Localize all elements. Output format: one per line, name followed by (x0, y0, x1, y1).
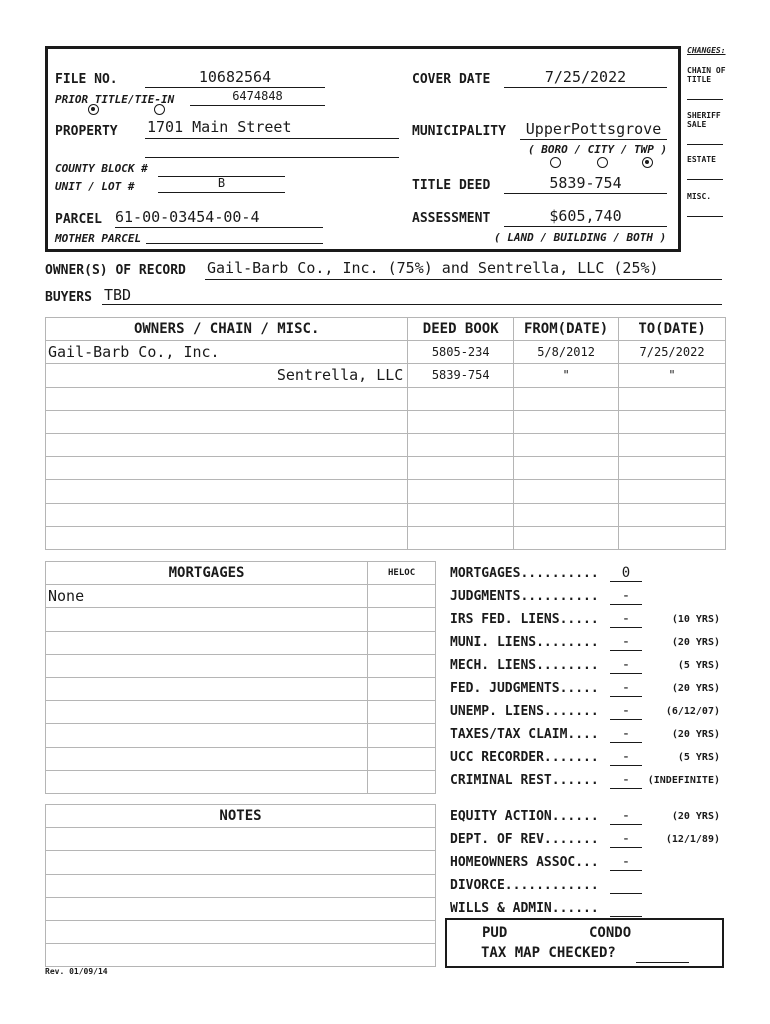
buyers-label: BUYERS (45, 290, 92, 305)
municipality-label: MUNICIPALITY (412, 124, 506, 139)
prior-title-radio[interactable] (88, 104, 99, 115)
search-period: (10 YRS) (671, 614, 720, 625)
search-label: CRIMINAL REST...... (450, 773, 599, 788)
search-value-field[interactable] (610, 877, 642, 894)
buyers-field[interactable] (102, 286, 722, 305)
table-row[interactable] (46, 677, 436, 700)
table-row[interactable] (46, 897, 436, 920)
table-row[interactable] (46, 457, 726, 480)
mortgages-header: MORTGAGES (46, 562, 368, 585)
changes-estate: ESTATE (687, 155, 716, 164)
search-label: HOMEOWNERS ASSOC... (450, 855, 599, 870)
parcel-label: PARCEL (55, 212, 102, 227)
search-value-field[interactable]: - (610, 588, 642, 605)
table-row[interactable] (46, 526, 726, 549)
search-label: WILLS & ADMIN...... (450, 901, 599, 916)
chain-owner-cell[interactable]: Sentrella, LLC (46, 364, 408, 387)
search-label: FED. JUDGMENTS..... (450, 681, 599, 696)
table-row[interactable] (46, 828, 436, 851)
changes-misc-line[interactable] (687, 205, 723, 217)
mortgages-table (45, 561, 436, 794)
changes-sheriff-line[interactable] (687, 133, 723, 145)
condo-label[interactable]: CONDO (589, 925, 632, 941)
chain-of-title-table (45, 317, 726, 550)
table-row[interactable] (46, 851, 436, 874)
table-row[interactable] (46, 503, 726, 526)
file-no-value: 10682564 (198, 68, 272, 86)
tie-in-radio[interactable] (154, 104, 165, 115)
search-period: (20 YRS) (671, 729, 720, 740)
county-block-field[interactable] (158, 160, 285, 177)
search-period: (5 YRS) (677, 660, 720, 671)
search-value-field[interactable]: - (610, 611, 642, 628)
chain-from-cell[interactable]: 5/8/2012 (514, 341, 619, 364)
chain-header-to-date: TO(DATE) (619, 318, 726, 341)
cover-date-value: 7/25/2022 (544, 68, 627, 86)
municipality-field[interactable] (520, 120, 667, 140)
unit-lot-label: UNIT / LOT # (55, 180, 135, 193)
table-row (46, 341, 726, 364)
table-row[interactable] (46, 874, 436, 897)
table-row (46, 585, 436, 608)
search-label: MUNI. LIENS........ (450, 635, 599, 650)
table-row[interactable] (46, 480, 726, 503)
municipality-value: UpperPottsgrove (525, 120, 662, 138)
search-value-field[interactable]: - (610, 749, 642, 766)
search-label: IRS FED. LIENS..... (450, 612, 599, 627)
assessment-options: ( LAND / BUILDING / BOTH ) (494, 231, 667, 244)
mother-parcel-label: MOTHER PARCEL (55, 232, 142, 245)
heloc-cell[interactable] (368, 585, 436, 608)
search-label: DIVORCE............ (450, 878, 599, 893)
search-value-field[interactable]: - (610, 854, 642, 871)
property-line-2[interactable] (145, 140, 399, 158)
search-value-field[interactable]: - (610, 657, 642, 674)
chain-header-owners: OWNERS / CHAIN / MISC. (46, 318, 408, 341)
unit-lot-value: B (217, 176, 226, 190)
table-row[interactable] (46, 654, 436, 677)
revision-label: Rev. 01/09/14 (45, 967, 108, 976)
table-row[interactable] (46, 770, 436, 793)
table-row[interactable] (46, 747, 436, 770)
search-label: EQUITY ACTION...... (450, 809, 599, 824)
table-row[interactable] (46, 387, 726, 410)
table-row[interactable] (46, 631, 436, 654)
search-label: JUDGMENTS.......... (450, 589, 599, 604)
search-period: (20 YRS) (671, 811, 720, 822)
file-no-label: FILE NO. (55, 72, 118, 87)
twp-radio[interactable] (642, 157, 653, 168)
parcel-field[interactable] (115, 208, 323, 228)
mortgage-cell[interactable]: None (46, 585, 368, 608)
parcel-value: 61-00-03454-00-4 (115, 208, 260, 226)
prior-title-field[interactable] (190, 89, 325, 106)
search-label: MORTGAGES.......... (450, 566, 599, 581)
table-row (46, 364, 726, 387)
chain-deed-cell[interactable]: 5805-234 (408, 341, 514, 364)
prior-title-value: 6474848 (232, 89, 283, 103)
chain-to-cell[interactable]: 7/25/2022 (619, 341, 726, 364)
changes-sheriff-sale: SHERIFF SALE (687, 111, 721, 129)
search-period: (6/12/07) (665, 706, 720, 717)
changes-misc: MISC. (687, 192, 712, 201)
search-label: UCC RECORDER....... (450, 750, 599, 765)
search-label: UNEMP. LIENS....... (450, 704, 599, 719)
chain-deed-cell[interactable]: 5839-754 (408, 364, 514, 387)
search-value-field[interactable]: - (610, 772, 642, 789)
changes-estate-line[interactable] (687, 168, 723, 180)
owners-of-record-label: OWNER(S) OF RECORD (45, 263, 186, 278)
boro-radio[interactable] (550, 157, 561, 168)
notes-table (45, 804, 436, 967)
chain-owner-cell[interactable]: Gail-Barb Co., Inc. (46, 341, 408, 364)
title-deed-label: TITLE DEED (412, 178, 491, 193)
chain-header-from-date: FROM(DATE) (514, 318, 619, 341)
search-value-field[interactable]: - (610, 808, 642, 825)
notes-header: NOTES (46, 805, 436, 828)
chain-from-cell[interactable]: " (514, 364, 619, 387)
search-period: (12/1/89) (665, 834, 720, 845)
assessment-label: ASSESSMENT (412, 211, 491, 226)
search-period: (20 YRS) (671, 683, 720, 694)
table-row[interactable] (46, 608, 436, 631)
unit-lot-field[interactable] (158, 176, 285, 193)
search-value-field[interactable]: - (610, 680, 642, 697)
heloc-header: HELOC (368, 562, 436, 585)
owners-of-record-field[interactable] (205, 259, 722, 280)
mother-parcel-field[interactable] (146, 229, 323, 244)
table-row[interactable] (46, 944, 436, 967)
cover-date-label: COVER DATE (412, 72, 491, 87)
assessment-value: $605,740 (549, 207, 622, 225)
table-row[interactable] (46, 410, 726, 433)
search-label: DEPT. OF REV....... (450, 832, 599, 847)
table-row[interactable] (46, 433, 726, 456)
owners-of-record-value: Gail-Barb Co., Inc. (75%) and Sentrella, LLC (25%) (207, 259, 659, 277)
search-value-field[interactable]: 0 (610, 565, 642, 582)
search-value-field[interactable]: - (610, 634, 642, 651)
table-row[interactable] (46, 920, 436, 943)
assessment-field[interactable] (504, 207, 667, 227)
changes-title: CHANGES: (687, 46, 726, 55)
search-value-field[interactable]: - (610, 831, 642, 848)
search-label: TAXES/TAX CLAIM.... (450, 727, 599, 742)
search-period: (20 YRS) (671, 637, 720, 648)
changes-chain-line[interactable] (687, 88, 723, 100)
file-no-field[interactable] (145, 68, 325, 88)
changes-chain-of-title: CHAIN OF TITLE (687, 66, 726, 84)
table-row[interactable] (46, 724, 436, 747)
property-field[interactable] (145, 118, 399, 139)
prior-title-label: PRIOR TITLE/TIE-IN (55, 93, 175, 106)
cover-date-field[interactable] (504, 68, 667, 88)
property-label: PROPERTY (55, 124, 118, 139)
tax-map-label: TAX MAP CHECKED? (481, 945, 616, 961)
search-value-field[interactable] (610, 900, 642, 917)
search-period: (5 YRS) (677, 752, 720, 763)
search-value-field[interactable]: - (610, 726, 642, 743)
search-label: MECH. LIENS........ (450, 658, 599, 673)
city-radio[interactable] (597, 157, 608, 168)
table-row[interactable] (46, 701, 436, 724)
search-period: (INDEFINITE) (647, 775, 720, 786)
search-value-field[interactable]: - (610, 703, 642, 720)
title-deed-field[interactable] (504, 174, 667, 194)
chain-header-deed-book: DEED BOOK (408, 318, 514, 341)
county-block-label: COUNTY BLOCK # (55, 162, 148, 175)
property-value: 1701 Main Street (147, 118, 292, 136)
municipality-options: ( BORO / CITY / TWP ) (528, 143, 668, 156)
pud-label[interactable]: PUD (482, 925, 508, 941)
buyers-value: TBD (104, 286, 132, 304)
tax-map-field[interactable] (636, 946, 689, 963)
title-deed-value: 5839-754 (549, 174, 622, 192)
chain-to-cell[interactable]: " (619, 364, 726, 387)
